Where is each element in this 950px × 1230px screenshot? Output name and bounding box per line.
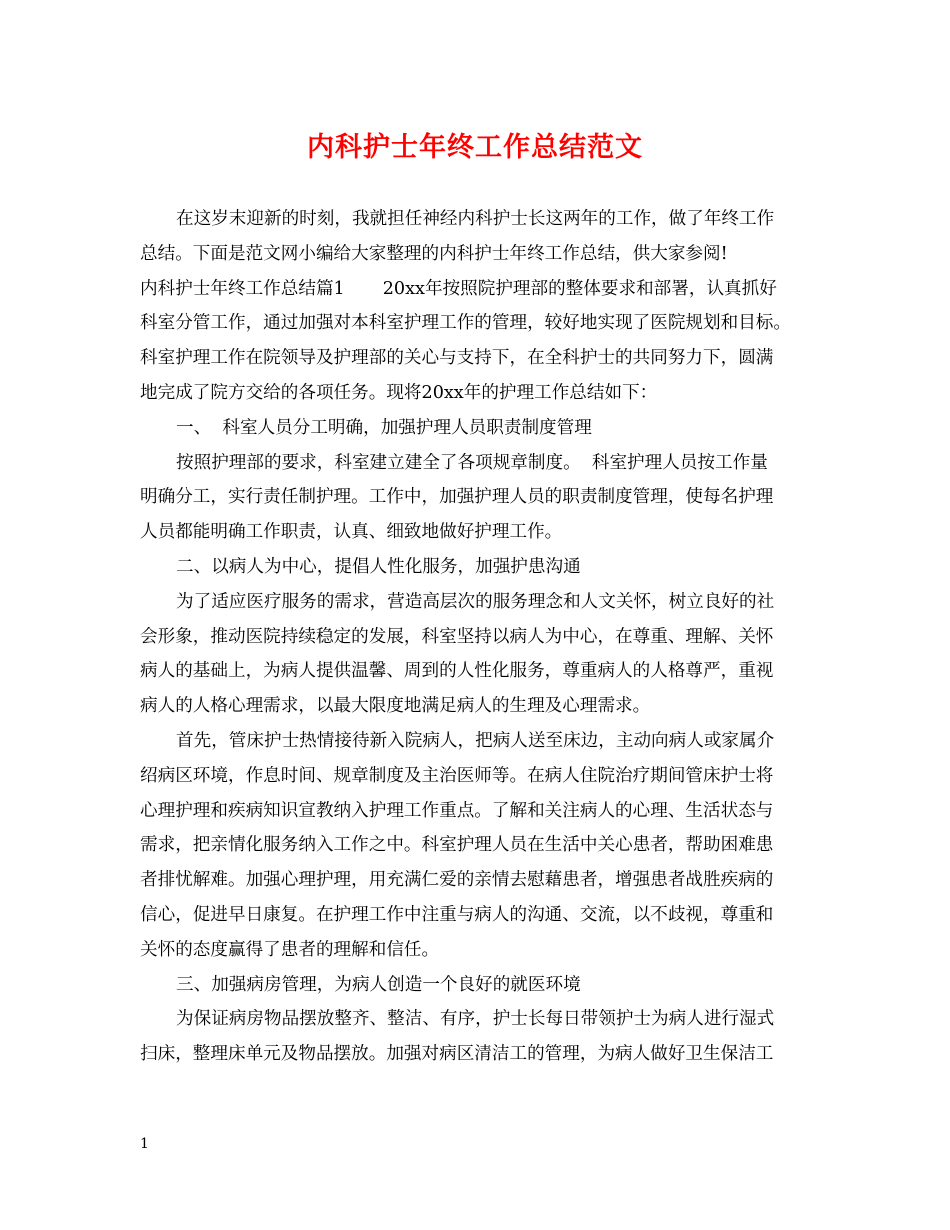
text-line: 科室分管工作，通过加强对本科室护理工作的管理，较好地实现了医院规划和目标。 bbox=[140, 313, 791, 334]
text-line: 信心，促进早日康复。在护理工作中注重与病人的沟通、交流，以不歧视，尊重和 bbox=[140, 904, 774, 925]
text-line: 为保证病房物品摆放整齐、整洁、有序，护士长每日带领护士为病人进行湿式 bbox=[176, 1009, 775, 1030]
text-line: 会形象，推动医院持续稳定的发展，科室坚持以病人为中心，在尊重、理解、关怀 bbox=[140, 626, 774, 647]
article-label: 内科护士年终工作总结篇1 bbox=[140, 278, 345, 299]
text-line: 病人的人格心理需求，以最大限度地满足病人的生理及心理需求。 bbox=[140, 696, 651, 717]
text-line: 地完成了院方交给的各项任务。现将20xx年的护理工作总结如下： bbox=[140, 382, 658, 403]
page-number: 1 bbox=[140, 1136, 149, 1152]
text-line: 首先，管床护士热情接待新入院病人，把病人送至床边，主动向病人或家属介 bbox=[176, 730, 775, 751]
text-line: 绍病区环境，作息时间、规章制度及主治医师等。在病人住院治疗期间管床护士将 bbox=[140, 765, 774, 786]
text-line: 人员都能明确工作职责，认真、细致地做好护理工作。 bbox=[140, 522, 563, 543]
text-line: 在这岁末迎新的时刻，我就担任神经内科护士长这两年的工作，做了年终工作 bbox=[176, 209, 775, 229]
text-line: 病人的基础上，为病人提供温馨、周到的人性化服务，尊重病人的人格尊严，重视 bbox=[140, 661, 774, 682]
text-line-segment: 20xx年按照院护理部的整体要求和部署，认真抓好 bbox=[382, 278, 777, 299]
text-line: 总结。下面是范文网小编给大家整理的内科护士年终工作总结，供大家参阅! bbox=[140, 243, 728, 264]
section-heading: 一、 科室人员分工明确，加强护理人员职责制度管理 bbox=[176, 417, 592, 438]
text-line: 心理护理和疾病知识宣教纳入护理工作重点。了解和关注病人的心理、生活状态与 bbox=[140, 800, 774, 821]
text-line: 关怀的态度赢得了患者的理解和信任。 bbox=[140, 939, 440, 960]
document-body bbox=[140, 202, 826, 1072]
text-line: 按照护理部的要求，科室建立建全了各项规章制度。 科室护理人员按工作量 bbox=[176, 452, 768, 473]
section-heading: 二、以病人为中心，提倡人性化服务，加强护患沟通 bbox=[176, 556, 581, 577]
text-line: 明确分工，实行责任制护理。工作中，加强护理人员的职责制度管理，使每名护理 bbox=[140, 487, 774, 508]
text-line: 科室护理工作在院领导及护理部的关心与支持下，在全科护士的共同努力下，圆满 bbox=[140, 348, 774, 369]
text-line: 需求，把亲情化服务纳入工作之中。科室护理人员在生活中关心患者，帮助困难患 bbox=[140, 835, 774, 856]
text-line: 为了适应医疗服务的需求，营造高层次的服务理念和人文关怀，树立良好的社 bbox=[176, 591, 775, 612]
text-line: 者排忧解难。加强心理护理，用充满仁爱的亲情去慰藉患者，增强患者战胜疾病的 bbox=[140, 870, 774, 891]
text-line: 扫床，整理床单元及物品摆放。加强对病区清洁工的管理，为病人做好卫生保洁工 bbox=[140, 1044, 774, 1065]
section-heading: 三、加强病房管理，为病人创造一个良好的就医环境 bbox=[176, 974, 581, 995]
text-line bbox=[140, 272, 826, 307]
page-title: 内科护士年终工作总结范文 bbox=[307, 132, 643, 163]
